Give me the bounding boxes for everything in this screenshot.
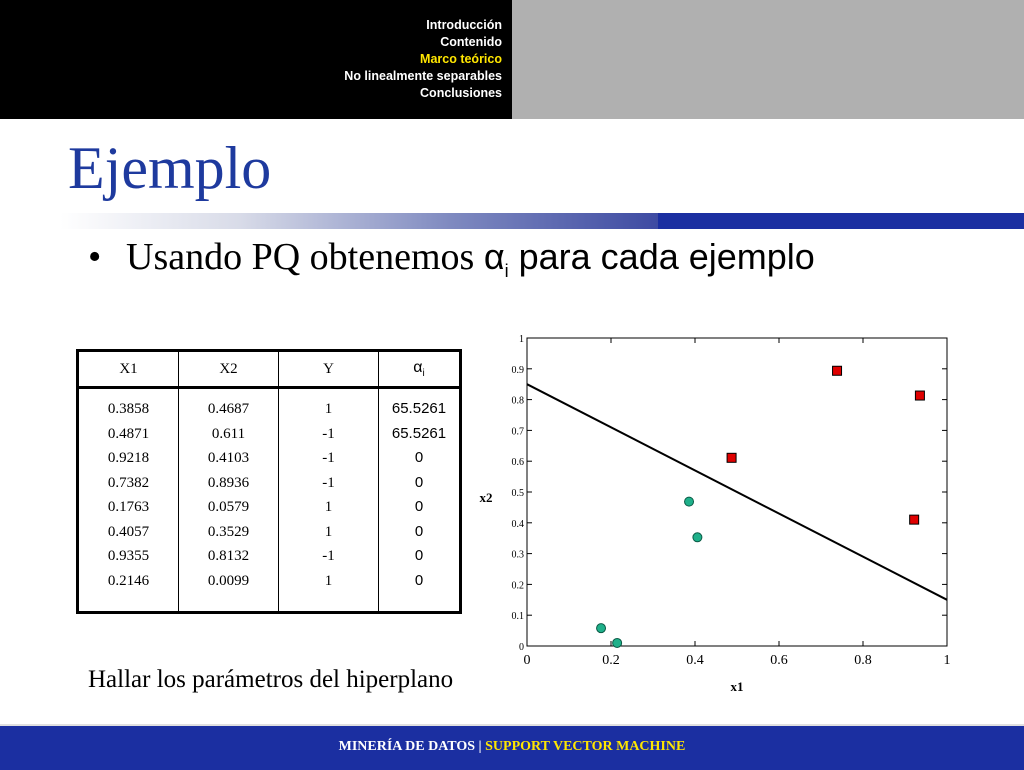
- table-cell: -1: [322, 425, 335, 442]
- column-x2: [179, 389, 278, 611]
- separating-hyperplane: [527, 384, 947, 600]
- header-alpha: $\alpha_i$: [379, 351, 461, 388]
- scatter-plot: [470, 326, 960, 696]
- nav-item-conclusiones[interactable]: Conclusiones: [420, 86, 502, 100]
- bullet-text-serif: Usando PQ obtenemos: [126, 236, 484, 278]
- table-cell: 0.4871: [107, 425, 150, 442]
- x-tick-label: 1: [943, 653, 951, 668]
- table-cell: 0.4103: [207, 450, 250, 466]
- header-y: Y: [279, 351, 379, 388]
- table-cell: 1: [324, 499, 333, 515]
- bullet-text: [126, 234, 846, 294]
- x-tick-label: 0.2: [602, 653, 620, 668]
- y-axis-label: x2: [479, 490, 493, 505]
- y-tick-label: 0.8: [511, 395, 524, 407]
- nav-item-no-linealmente-separables[interactable]: No linealmente separables: [344, 69, 502, 83]
- x-tick-label: 0.4: [686, 653, 704, 668]
- header-x2: X2: [179, 351, 279, 388]
- column-y: [279, 389, 378, 611]
- caption-text: Hallar los parámetros del hiperplano: [88, 666, 454, 693]
- footer-course: MINERÍA DE DATOS |: [338, 739, 486, 754]
- table-cell: 0.7382: [107, 474, 150, 491]
- table-cell: 0.9355: [107, 548, 150, 564]
- column-alpha: [379, 389, 459, 611]
- table-cell: 0: [414, 449, 424, 466]
- bullet-dot: •: [88, 236, 102, 278]
- table-cell: 0.3529: [207, 523, 250, 540]
- table-cell: 0: [414, 547, 424, 564]
- table-cell: -1: [322, 548, 335, 564]
- table-cell: 0.8132: [207, 548, 250, 564]
- data-point-negative: [833, 366, 842, 375]
- bullet-text-sans: para cada ejemplo: [508, 236, 815, 277]
- y-tick-label: 1: [519, 334, 524, 345]
- table-cell: 0.4687: [207, 401, 250, 417]
- section-nav: [344, 17, 502, 102]
- y-tick-label: 0.5: [511, 488, 524, 499]
- data-point-positive: [597, 624, 606, 633]
- table-cell: 0: [414, 473, 424, 491]
- y-tick-label: 0.9: [511, 364, 524, 376]
- table-cell: 0.611: [211, 425, 246, 442]
- table-cell: 0.0579: [207, 499, 250, 515]
- nav-item-introduccion[interactable]: Introducción: [426, 18, 502, 32]
- data-point-negative: [727, 453, 736, 462]
- header-gray-panel: [512, 0, 1024, 119]
- y-tick-label: 0.1: [511, 611, 524, 623]
- table-cell: 65.5261: [391, 424, 447, 442]
- table-cell: 65.5261: [391, 400, 447, 417]
- data-point-negative: [910, 515, 919, 524]
- x-axis-label: x1: [730, 679, 744, 694]
- y-tick-label: 0.2: [511, 580, 524, 592]
- table-cell: 0: [414, 522, 424, 540]
- footer-topic: SUPPORT VECTOR MACHINE: [485, 739, 686, 754]
- y-tick-label: 0.6: [511, 457, 524, 469]
- table-cell: 0.4057: [107, 523, 150, 540]
- table-cell: 0.2146: [107, 572, 150, 589]
- column-x1: [79, 389, 178, 611]
- x-tick-label: 0.6: [770, 653, 788, 668]
- data-point-positive: [685, 497, 694, 506]
- title-solid-rule: [658, 213, 1024, 229]
- table-cell: 0.0099: [207, 572, 250, 589]
- table-cell: 0: [414, 571, 424, 589]
- slide-title: Ejemplo: [68, 135, 272, 201]
- y-tick-label: 0.4: [511, 518, 524, 530]
- alpha-i-symbol: $\alpha_i$: [483, 236, 509, 282]
- table-cell: 0.3858: [107, 401, 150, 417]
- nav-item-contenido[interactable]: Contenido: [440, 35, 502, 49]
- x-tick-label: 0: [523, 653, 531, 668]
- header-black-panel: [0, 0, 512, 119]
- table-cell: 1: [324, 401, 333, 417]
- data-point-positive: [693, 533, 702, 542]
- table-cell: 1: [324, 572, 333, 589]
- y-tick-label: 0.3: [511, 549, 524, 561]
- nav-item-marco-teorico[interactable]: Marco teórico: [420, 52, 502, 66]
- title-gradient-rule: [60, 213, 660, 229]
- table-cell: 1: [324, 523, 333, 540]
- data-point-negative: [915, 391, 924, 400]
- table-cell: 0.8936: [207, 474, 250, 491]
- table-cell: 0.1763: [107, 499, 150, 515]
- y-tick-label: 0.7: [511, 426, 524, 438]
- y-tick-label: 0: [519, 642, 524, 653]
- table-cell: -1: [322, 450, 335, 466]
- header-x1: X1: [78, 351, 179, 388]
- footer-text: [0, 739, 1024, 755]
- table-cell: 0.9218: [107, 450, 150, 466]
- data-table: [76, 349, 462, 614]
- data-point-positive: [613, 638, 622, 647]
- x-tick-label: 0.8: [854, 653, 872, 668]
- table-cell: -1: [322, 474, 335, 491]
- table-cell: 0: [414, 498, 424, 515]
